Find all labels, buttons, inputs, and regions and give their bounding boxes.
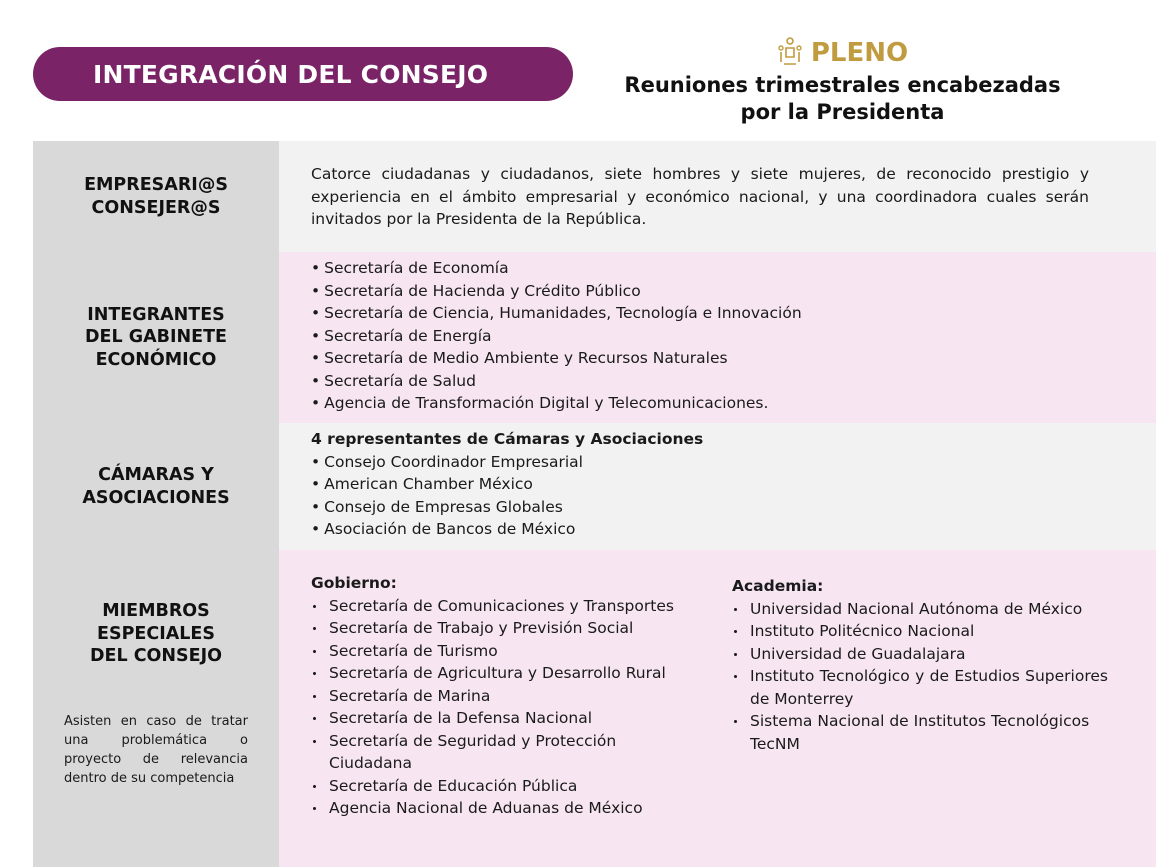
row-label-camaras [82, 464, 229, 509]
list-item: • Secretaría de Economía [311, 257, 802, 280]
row-content-cell [279, 550, 1156, 867]
row-gabinete [33, 252, 1156, 423]
list-item: • Secretaría de Medio Ambiente y Recursos Naturales [311, 347, 802, 370]
list-item: • Secretaría de Salud [311, 370, 802, 393]
academia-heading: Academia: [732, 577, 824, 595]
empresarios-description: Catorce ciudadanas y ciudadanos, siete hombres y siete mujeres, de reconocido prestigio y experiencia en el ámbito empresarial y económico nacional, y una coordinadora cuales serán invitados por la Presidenta de la República. [311, 165, 1089, 228]
people-meeting-icon [777, 36, 803, 70]
row-content-cell [279, 252, 1156, 423]
label-line: CONSEJER@S [91, 197, 221, 218]
row-camaras [33, 423, 1156, 550]
row-content-cell [279, 423, 1156, 550]
list-item: Sistema Nacional de Institutos Tecnológicos TecNM [732, 710, 1108, 755]
row-label-empresarios [84, 174, 228, 219]
label-line: EMPRESARI@S [84, 175, 228, 195]
row-label-cell [33, 423, 279, 550]
list-item: • Secretaría de Hacienda y Crédito Público [311, 280, 802, 303]
gobierno-column [311, 572, 701, 820]
list-item: • Asociación de Bancos de México [311, 518, 703, 541]
label-line: MIEMBROS [102, 601, 210, 621]
label-line: INTEGRANTES [87, 304, 225, 325]
label-line: ESPECIALES [97, 623, 215, 644]
label-line: ASOCIACIONES [82, 487, 230, 508]
gobierno-list [311, 595, 701, 820]
list-item: • Consejo de Empresas Globales [311, 496, 703, 519]
list-item: Secretaría de Trabajo y Previsión Social [311, 617, 701, 640]
gobierno-heading: Gobierno: [311, 574, 397, 592]
list-item: Secretaría de Turismo [311, 640, 701, 663]
list-item: • Secretaría de Energía [311, 325, 802, 348]
label-line: DEL CONSEJO [89, 646, 223, 666]
row-especiales [33, 550, 1156, 867]
pleno-subtitle-line-1: Reuniones trimestrales encabezadas [624, 73, 1061, 97]
especiales-note: Asisten en caso de tratar una problemática o proyecto de relevancia dentro de su competencia [64, 713, 248, 786]
gabinete-list [311, 257, 802, 415]
list-item: Instituto Politécnico Nacional [732, 620, 1108, 643]
pleno-subtitle-line-2: por la Presidenta [740, 100, 945, 124]
list-item: Universidad Nacional Autónoma de México [732, 598, 1108, 621]
row-label-cell [33, 141, 279, 252]
list-item: Secretaría de Comunicaciones y Transportes [311, 595, 701, 618]
label-line: ECONÓMICO [95, 349, 217, 370]
list-item: • Secretaría de Ciencia, Humanidades, Tecnología e Innovación [311, 302, 802, 325]
list-item: Secretaría de Seguridad y Protección Ciudadana [311, 730, 629, 775]
row-label-gabinete [85, 304, 227, 372]
camaras-content [311, 428, 703, 541]
list-item: Universidad de Guadalajara [732, 643, 1108, 666]
list-item: Secretaría de Marina [311, 685, 701, 708]
list-item: Secretaría de Educación Pública [311, 775, 701, 798]
row-empresarios [33, 141, 1156, 252]
camaras-list [311, 451, 703, 541]
list-item: Secretaría de la Defensa Nacional [311, 707, 701, 730]
row-label-cell [33, 550, 279, 867]
label-line: DEL GABINETE [85, 327, 227, 348]
pleno-heading [600, 36, 1085, 70]
academia-list [732, 598, 1108, 756]
section-title: INTEGRACIÓN DEL CONSEJO [93, 59, 489, 89]
council-table [33, 141, 1156, 867]
camaras-heading: 4 representantes de Cámaras y Asociaciones [311, 430, 704, 448]
label-line: CÁMARAS Y [98, 465, 214, 485]
row-content-cell [279, 141, 1156, 252]
pleno-block [600, 36, 1085, 126]
list-item: Agencia Nacional de Aduanas de México [311, 797, 701, 820]
pleno-title: PLENO [810, 38, 909, 68]
list-item: Secretaría de Agricultura y Desarrollo Rural [311, 662, 701, 685]
list-item: Instituto Tecnológico y de Estudios Superiores de Monterrey [732, 665, 1108, 710]
list-item: • Agencia de Transformación Digital y Telecomunicaciones. [311, 392, 802, 415]
section-title-pill [33, 47, 573, 101]
list-item: • Consejo Coordinador Empresarial [311, 451, 703, 474]
row-label-especiales [90, 600, 222, 668]
row-label-cell [33, 252, 279, 423]
list-item: • American Chamber México [311, 473, 703, 496]
academia-column [732, 575, 1108, 755]
